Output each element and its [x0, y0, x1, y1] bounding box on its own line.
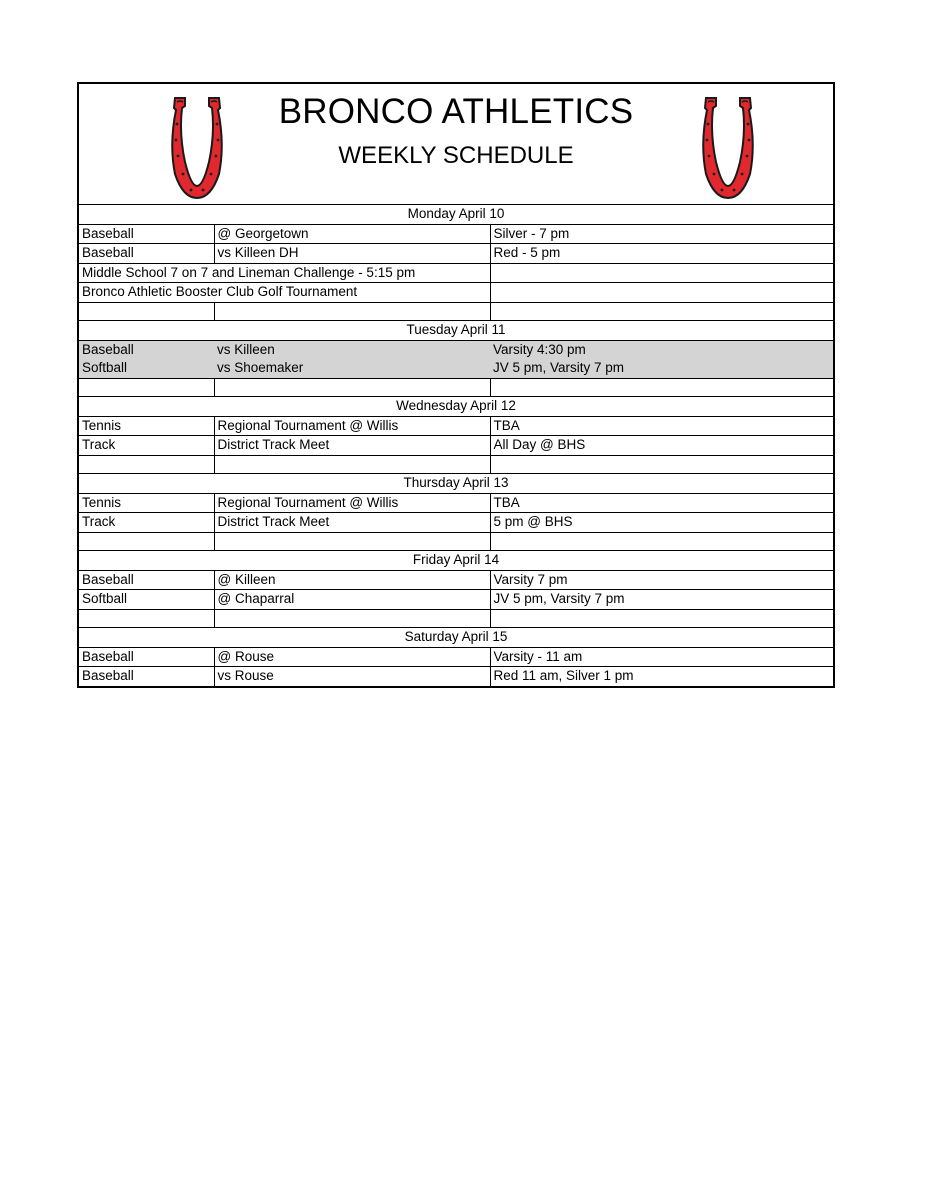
spacer-row: [79, 302, 833, 321]
sport-cell: Tennis: [79, 493, 214, 513]
opponent-cell: Regional Tournament @ Willis: [214, 493, 490, 513]
day-header-row: [79, 628, 833, 648]
sport-cell: Track: [79, 436, 214, 456]
table-row: [79, 647, 833, 667]
table-row: [79, 340, 833, 359]
time-cell: TBA: [490, 416, 833, 436]
schedule-sheet: [77, 82, 835, 688]
empty-cell: [79, 455, 214, 474]
schedule-table: [79, 204, 833, 686]
time-cell: Red 11 am, Silver 1 pm: [490, 667, 833, 686]
sport-cell: Baseball: [79, 647, 214, 667]
day-header-row: [79, 205, 833, 225]
empty-cell: [214, 378, 490, 397]
sport-cell: Baseball: [79, 667, 214, 686]
empty-cell: [490, 263, 833, 283]
horseshoe-right-icon: [698, 94, 758, 200]
opponent-cell: District Track Meet: [214, 436, 490, 456]
empty-cell: [490, 283, 833, 303]
table-row: [79, 590, 833, 610]
day-label: Saturday April 15: [79, 628, 833, 648]
opponent-cell: @ Rouse: [214, 647, 490, 667]
note-cell: Middle School 7 on 7 and Lineman Challenge - 5:15 pm: [79, 263, 490, 283]
table-row: [79, 493, 833, 513]
sport-cell: Softball: [79, 590, 214, 610]
opponent-cell: @ Chaparral: [214, 590, 490, 610]
sport-cell: Track: [79, 513, 214, 533]
time-cell: JV 5 pm, Varsity 7 pm: [490, 359, 833, 378]
time-cell: 5 pm @ BHS: [490, 513, 833, 533]
empty-cell: [214, 532, 490, 551]
header: [79, 84, 833, 203]
empty-cell: [79, 302, 214, 321]
empty-cell: [490, 532, 833, 551]
table-row: [79, 263, 833, 283]
day-header-row: [79, 551, 833, 571]
day-label: Thursday April 13: [79, 474, 833, 494]
time-cell: Varsity 7 pm: [490, 570, 833, 590]
empty-cell: [214, 455, 490, 474]
table-row: [79, 436, 833, 456]
day-label: Monday April 10: [79, 205, 833, 225]
note-cell: Bronco Athletic Booster Club Golf Tournament: [79, 283, 490, 303]
page-title: BRONCO ATHLETICS: [278, 92, 634, 131]
table-row: [79, 570, 833, 590]
opponent-cell: vs Killeen: [214, 340, 490, 359]
spacer-row: [79, 455, 833, 474]
empty-cell: [490, 609, 833, 628]
opponent-cell: vs Shoemaker: [214, 359, 490, 378]
opponent-cell: District Track Meet: [214, 513, 490, 533]
time-cell: TBA: [490, 493, 833, 513]
empty-cell: [79, 532, 214, 551]
spacer-row: [79, 609, 833, 628]
time-cell: Silver - 7 pm: [490, 224, 833, 244]
spacer-row: [79, 378, 833, 397]
empty-cell: [490, 455, 833, 474]
opponent-cell: vs Rouse: [214, 667, 490, 686]
time-cell: Varsity 4:30 pm: [490, 340, 833, 359]
day-label: Tuesday April 11: [79, 321, 833, 341]
time-cell: Varsity - 11 am: [490, 647, 833, 667]
sport-cell: Tennis: [79, 416, 214, 436]
time-cell: JV 5 pm, Varsity 7 pm: [490, 590, 833, 610]
day-header-row: [79, 397, 833, 417]
day-label: Friday April 14: [79, 551, 833, 571]
opponent-cell: vs Killeen DH: [214, 244, 490, 264]
opponent-cell: Regional Tournament @ Willis: [214, 416, 490, 436]
sport-cell: Baseball: [79, 570, 214, 590]
sport-cell: Baseball: [79, 340, 214, 359]
empty-cell: [79, 378, 214, 397]
empty-cell: [490, 378, 833, 397]
sport-cell: Softball: [79, 359, 214, 378]
time-cell: Red - 5 pm: [490, 244, 833, 264]
table-row: [79, 416, 833, 436]
time-cell: All Day @ BHS: [490, 436, 833, 456]
spacer-row: [79, 532, 833, 551]
empty-cell: [490, 302, 833, 321]
table-row: [79, 513, 833, 533]
table-row: [79, 244, 833, 264]
table-row: [79, 224, 833, 244]
opponent-cell: @ Georgetown: [214, 224, 490, 244]
table-row: [79, 359, 833, 378]
opponent-cell: @ Killeen: [214, 570, 490, 590]
empty-cell: [79, 609, 214, 628]
empty-cell: [214, 302, 490, 321]
table-row: [79, 283, 833, 303]
day-header-row: [79, 474, 833, 494]
day-header-row: [79, 321, 833, 341]
sport-cell: Baseball: [79, 244, 214, 264]
table-row: [79, 667, 833, 686]
day-label: Wednesday April 12: [79, 397, 833, 417]
empty-cell: [214, 609, 490, 628]
sport-cell: Baseball: [79, 224, 214, 244]
page-subtitle: WEEKLY SCHEDULE: [338, 142, 574, 169]
